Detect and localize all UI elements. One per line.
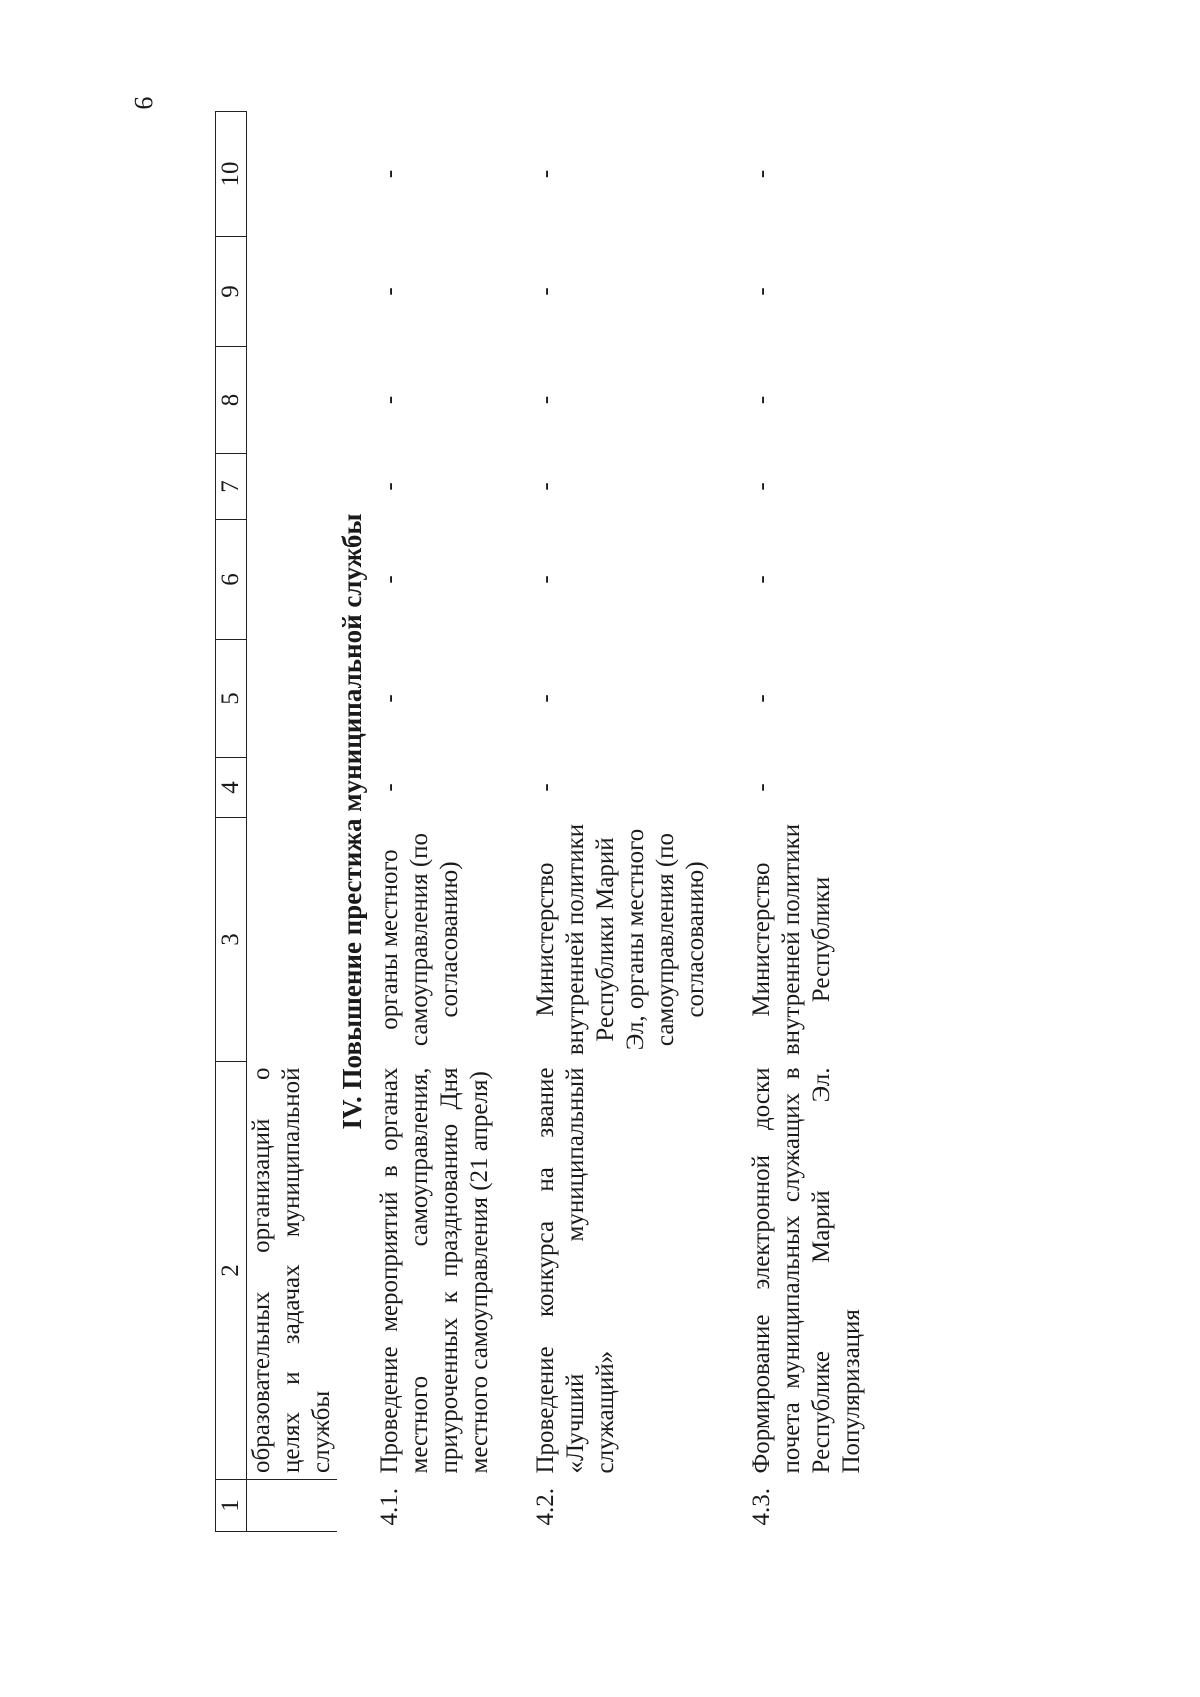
- row-value: -: [748, 287, 775, 296]
- row-value: -: [376, 783, 403, 792]
- row-value: -: [376, 694, 403, 703]
- row-value: -: [532, 575, 559, 584]
- row-value: -: [748, 169, 775, 179]
- continuation-num: [247, 1480, 338, 1532]
- row-value: -: [748, 395, 775, 405]
- rotated-sheet: [215, 112, 975, 1532]
- page-number: 9: [129, 96, 158, 110]
- row-value: -: [376, 169, 403, 179]
- section-title: IV. Повышение престижа муниципальной службы: [337, 513, 367, 1130]
- table-row: [367, 112, 523, 1532]
- section-row: [337, 112, 367, 1532]
- row-value: -: [532, 482, 559, 491]
- row-number: 4.2.: [532, 1488, 559, 1526]
- header-cell: 8: [216, 347, 247, 454]
- header-cell: 2: [216, 1062, 247, 1480]
- row-value: -: [532, 287, 559, 296]
- plan-table: [215, 111, 873, 1532]
- header-cell: 3: [216, 818, 247, 1062]
- row-value: -: [376, 287, 403, 296]
- row-value: -: [532, 694, 559, 703]
- header-cell: 10: [216, 112, 247, 237]
- row-value: -: [376, 395, 403, 405]
- row-number: 4.3.: [748, 1488, 775, 1526]
- row-number: 4.1.: [376, 1488, 403, 1526]
- row-responsible: Министерство внутренней политики Республики: [748, 823, 835, 1056]
- row-responsible: Министерство внутренней политики Республики Марий Эл, органы местного самоуправления (по согласованию): [532, 823, 709, 1056]
- row-value: -: [748, 694, 775, 703]
- row-value: -: [532, 395, 559, 405]
- table-row: [739, 112, 873, 1532]
- header-cell: 6: [216, 520, 247, 640]
- continuation-row: [247, 112, 338, 1532]
- row-value: -: [376, 575, 403, 584]
- row-value: -: [532, 783, 559, 792]
- continuation-empty: [247, 112, 338, 1062]
- header-cell: 9: [216, 237, 247, 347]
- row-description: Формирование электронной доски почета муниципальных служащих в Республике Марий Эл. Популяризация: [748, 1067, 865, 1474]
- row-value: -: [748, 783, 775, 792]
- header-cell: 1: [216, 1480, 247, 1532]
- row-value: -: [748, 575, 775, 584]
- row-value: -: [376, 482, 403, 491]
- header-cell: 5: [216, 640, 247, 758]
- header-cell: 4: [216, 758, 247, 818]
- header-row: [216, 112, 247, 1532]
- table-row: [523, 112, 739, 1532]
- row-description: Проведение мероприятий в органах местного самоуправления, приуроченных к празднованию Дня местного самоуправления (21 апреля): [376, 1067, 493, 1474]
- row-description: Проведение конкурса на звание «Лучший муниципальный служащий»: [532, 1067, 619, 1474]
- row-value: -: [748, 482, 775, 491]
- row-value: -: [532, 169, 559, 179]
- header-cell: 7: [216, 454, 247, 520]
- continuation-text: образовательных организаций о целях и задачах муниципальной службы: [248, 1067, 335, 1473]
- row-responsible: органы местного самоуправления (по согласованию): [376, 832, 463, 1047]
